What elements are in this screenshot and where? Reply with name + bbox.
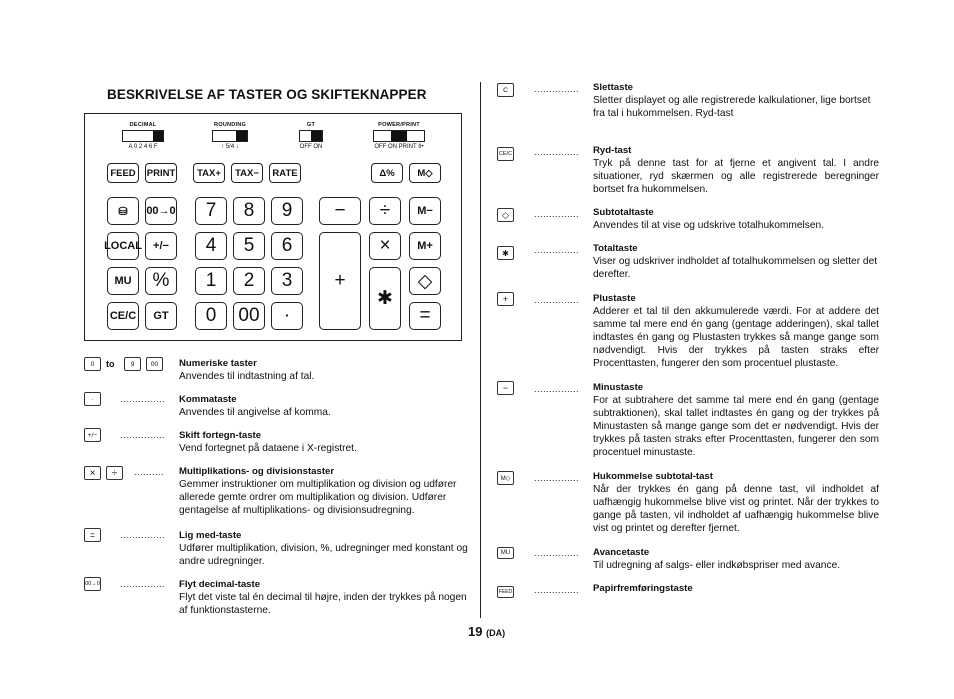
- subtotal-key: ◇: [409, 267, 441, 295]
- leader-dots: ...............: [534, 585, 580, 595]
- to-label: to: [106, 359, 115, 369]
- entry-markup-key: [593, 546, 879, 572]
- gt-key: GT: [145, 302, 177, 330]
- page-heading: BESKRIVELSE AF TASTER OG SKIFTEKNAPPER: [107, 87, 427, 102]
- divide-key: ÷: [369, 197, 401, 225]
- memory-minus-key: M−: [409, 197, 441, 225]
- delta-percent-key: Δ%: [371, 163, 403, 183]
- diamond-icon: ◇: [497, 208, 514, 222]
- power-switch: [355, 122, 443, 150]
- entry-title: Multiplikations- og divisionstaster: [179, 466, 335, 477]
- entry-shift-decimal-key: [179, 578, 469, 617]
- entry-subtotal-key: [593, 206, 879, 232]
- plus-key: +: [319, 232, 361, 330]
- divide-icon: ÷: [106, 466, 123, 480]
- entry-text: Udfører multiplikation, division, %, udregninger med konstant og andre udregninger.: [179, 543, 468, 567]
- feed-icon: FEED: [497, 586, 514, 598]
- entry-clear-entry-key: [593, 144, 879, 196]
- column-divider: [480, 82, 481, 618]
- plus-minus-key: +/−: [145, 232, 177, 260]
- leader-dots: ...............: [120, 530, 166, 540]
- leader-dots: ...............: [534, 84, 580, 94]
- page-number-value: 19: [468, 624, 483, 639]
- leader-dots: ...............: [120, 430, 166, 440]
- leader-dots: ...............: [534, 245, 580, 255]
- entry-title: Minustaste: [593, 382, 644, 393]
- entry-text: Viser og udskriver indholdet af totalhukommelsen og sletter det derefter.: [593, 256, 878, 280]
- power-switch-ticks: OFF ON PRINT IІ•: [374, 144, 424, 150]
- leader-dots: ...............: [534, 473, 580, 483]
- entry-text: Til udregning af salgs- eller indkøbspriser med avance.: [593, 560, 841, 571]
- key-3: 3: [271, 267, 303, 295]
- keyboard-diagram: [84, 113, 462, 341]
- entry-clear-key: [593, 81, 879, 120]
- entry-text: For at subtrahere det samme tal mere end én gang (gentage subtraktionen), skal tallet indtastes én gang og der trykkes på Minustasten så mange gange som det er nødvendigt. Hvis der trykkes på tasten straks efter Procenttasten, fungerer den som procentuel minustaste.: [593, 395, 879, 458]
- entry-title: Subtotaltaste: [593, 207, 654, 218]
- key-2: 2: [233, 267, 265, 295]
- equals-key: =: [409, 302, 441, 330]
- ce-c-key: CE/C: [107, 302, 139, 330]
- entry-comma-key: [179, 393, 465, 419]
- page-language: (DA): [486, 628, 506, 638]
- rounding-switch-ticks: ↑ 5/4 ↓: [221, 144, 239, 150]
- entry-title: Plustaste: [593, 293, 636, 304]
- entry-text: Flyt det viste tal én decimal til højre, inden der trykkes på nogen af funktionstasterne.: [179, 592, 467, 616]
- entry-memory-subtotal-key: [593, 470, 879, 535]
- entry-title: Kommataste: [179, 394, 237, 405]
- entry-title: Ryd-tast: [593, 145, 632, 156]
- times-key: ×: [369, 232, 401, 260]
- key-9: 9: [271, 197, 303, 225]
- leader-dots: ...............: [534, 295, 580, 305]
- memory-plus-key: M+: [409, 232, 441, 260]
- rounding-switch-label: ROUNDING: [213, 122, 247, 128]
- entry-title: Avancetaste: [593, 547, 650, 558]
- entry-numeric-keys: [179, 357, 465, 383]
- entry-total-key: [593, 242, 879, 281]
- entry-equals-key: [179, 529, 469, 568]
- plus-icon: +: [497, 292, 514, 306]
- power-switch-label: POWER/PRINT: [378, 122, 420, 128]
- page-number: [468, 624, 505, 639]
- local-key: LOCAL: [107, 232, 139, 260]
- percent-key: %: [145, 267, 177, 295]
- shift-decimal-icon: 00→0: [84, 577, 101, 591]
- rounding-icon-key: ⛁: [107, 197, 139, 225]
- clear-icon: C: [497, 83, 514, 97]
- entry-text: Gemmer instruktioner om multiplikation og division og udfører allerede gemte ordrer om multiplikation og division. Udfører gentagelse af multiplikations- og divisionsudregning.: [179, 479, 457, 516]
- key-4: 4: [195, 232, 227, 260]
- rate-key: RATE: [269, 163, 301, 183]
- ce-c-icon: CE/C: [497, 147, 514, 161]
- decimal-point-key: ·: [271, 302, 303, 330]
- entry-mult-div-keys: [179, 465, 467, 517]
- entry-text: Adderer et tal til den akkumulerede værdi. For at addere det samme tal mere end én gang (gentage adderingen), skal tallet indtastes én gang og Plustasten trykkes så mange gange som nødvendigt. Hvis der trykkes på tasten straks efter Procenttasten, fungerer den som procentuel plustaste.: [593, 306, 879, 369]
- minus-icon: −: [497, 381, 514, 395]
- numeric-0-icon: 0: [84, 357, 101, 371]
- decimal-point-icon: ·: [84, 392, 101, 406]
- entry-title: Lig med-taste: [179, 530, 242, 541]
- entry-title: Numeriske taster: [179, 358, 257, 369]
- key-00: 00: [233, 302, 265, 330]
- memory-subtotal-key: M◇: [409, 163, 441, 183]
- entry-text: Sletter displayet og alle registrerede kalkulationer, lige bortset fra tal i hukommelsen. Ryd-tast: [593, 95, 871, 119]
- plus-minus-icon: +/−: [84, 428, 101, 442]
- decimal-switch-label: DECIMAL: [129, 122, 157, 128]
- numeric-00-icon: 00: [146, 357, 163, 371]
- entry-title: Skift fortegn-taste: [179, 430, 262, 441]
- entry-feed-key: [593, 582, 879, 595]
- minus-key: −: [319, 197, 361, 225]
- times-icon: ×: [84, 466, 101, 480]
- entry-title: Hukommelse subtotal-tast: [593, 471, 713, 482]
- feed-key: FEED: [107, 163, 139, 183]
- memory-subtotal-icon: M◇: [497, 471, 514, 485]
- gt-switch: [293, 122, 329, 150]
- gt-switch-ticks: OFF ON: [299, 144, 323, 150]
- tax-plus-key: TAX+: [193, 163, 225, 183]
- entry-plus-key: [593, 292, 879, 370]
- leader-dots: ...............: [120, 579, 166, 589]
- key-5: 5: [233, 232, 265, 260]
- leader-dots: ..........: [134, 467, 165, 477]
- shift-decimal-key: 00→0: [145, 197, 177, 225]
- decimal-switch: [119, 122, 167, 150]
- rounding-switch: [209, 122, 251, 150]
- key-0: 0: [195, 302, 227, 330]
- entry-text: Tryk på denne tast for at fjerne et angivent tal. I andre situationer, ryd skærmen og alle registrerede beregninger bortset fra hukommelsen.: [593, 158, 879, 195]
- entry-title: Totaltaste: [593, 243, 638, 254]
- leader-dots: ...............: [534, 384, 580, 394]
- tax-minus-key: TAX−: [231, 163, 263, 183]
- decimal-switch-ticks: A 0 2 4 6 F: [128, 144, 158, 150]
- numeric-9-icon: 9: [124, 357, 141, 371]
- key-1: 1: [195, 267, 227, 295]
- entry-minus-key: [593, 381, 879, 459]
- entry-sign-change-key: [179, 429, 465, 455]
- print-key: PRINT: [145, 163, 177, 183]
- entry-title: Papirfremføringstaste: [593, 583, 693, 594]
- mu-key: MU: [107, 267, 139, 295]
- entry-text: Når der trykkes én gang på denne tast, vil indholdet af uafhængig hukommelse blive vist og printet. Når der trykkes to gange på tasten, vil indholdet af uafhængig hukommelse blive vist og printet og derefter fjernet.: [593, 484, 879, 534]
- entry-text: Vend fortegnet på dataene i X-registret.: [179, 443, 357, 454]
- entry-text: Anvendes til indtastning af tal.: [179, 371, 315, 382]
- key-7: 7: [195, 197, 227, 225]
- entry-text: Anvendes til angivelse af komma.: [179, 407, 331, 418]
- total-key: ✱: [369, 267, 401, 330]
- mu-icon: MU: [497, 547, 514, 559]
- star-icon: ✱: [497, 246, 514, 260]
- key-6: 6: [271, 232, 303, 260]
- leader-dots: ...............: [120, 394, 166, 404]
- entry-title: Flyt decimal-taste: [179, 579, 261, 590]
- equals-icon: =: [84, 528, 101, 542]
- key-8: 8: [233, 197, 265, 225]
- entry-title: Slettaste: [593, 82, 633, 93]
- gt-switch-label: GT: [306, 122, 316, 128]
- leader-dots: ...............: [534, 209, 580, 219]
- leader-dots: ...............: [534, 548, 580, 558]
- leader-dots: ...............: [534, 147, 580, 157]
- entry-text: Anvendes til at vise og udskrive totalhukommelsen.: [593, 220, 825, 231]
